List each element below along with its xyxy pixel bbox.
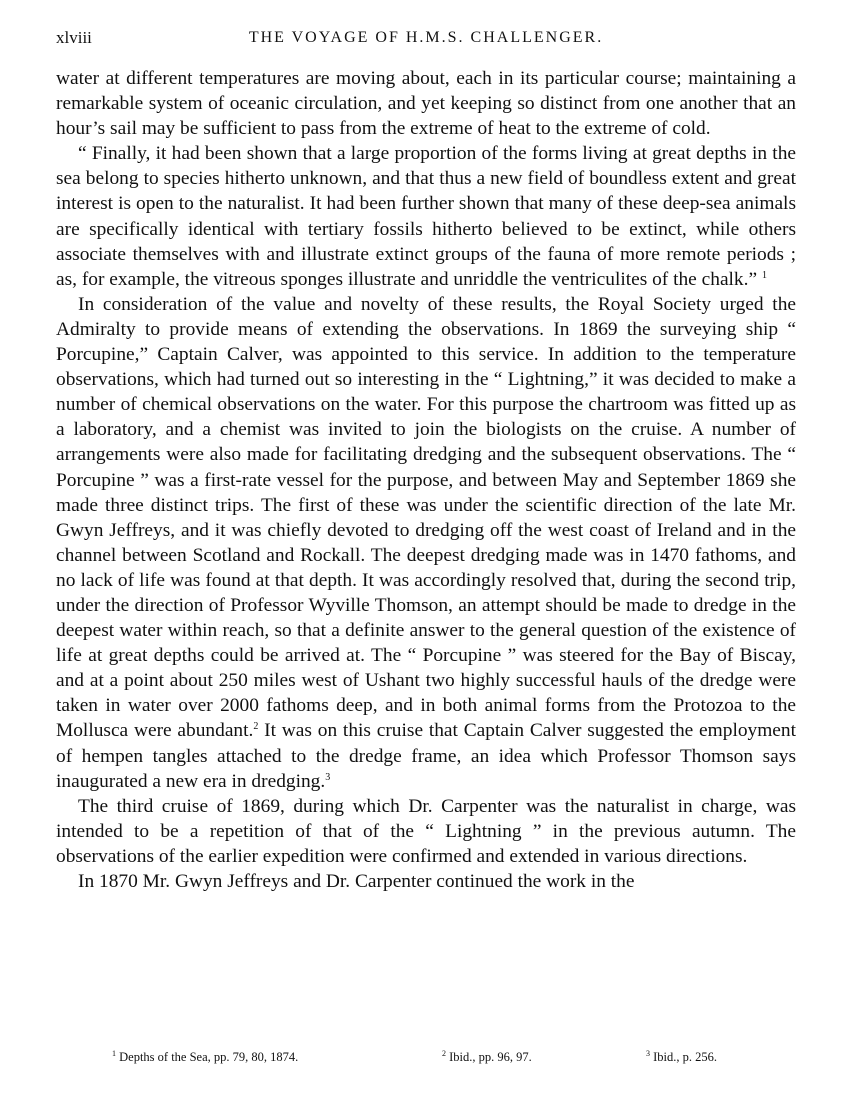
footnote-3-text: Ibid., p. 256. — [653, 1050, 718, 1064]
paragraph-2 — [56, 141, 796, 292]
paragraph-3 — [56, 292, 796, 794]
paragraph-1 — [56, 66, 796, 141]
page-number: xlviii — [56, 28, 92, 47]
page-header — [56, 26, 796, 50]
footnotes — [56, 1047, 796, 1067]
paragraph-1-text: water at different temperatures are moving about, each in its particular course; maintaining a remarkable system of oceanic circulation, and yet keeping so distinct from one another that an hour’s sail may be sufficient to pass from the extreme of heat to the extreme of cold. — [56, 68, 796, 140]
paragraph-5 — [56, 869, 796, 894]
footnote-ref-3: 3 — [325, 771, 331, 783]
footnote-ref-2: 2 — [253, 721, 259, 733]
footnote-1 — [112, 1047, 298, 1067]
footnote-2-mark: 2 — [442, 1049, 446, 1058]
running-title: THE VOYAGE OF H.M.S. CHALLENGER. — [248, 29, 604, 46]
footnote-2 — [442, 1047, 532, 1067]
footnote-2-text: Ibid., pp. 96, 97. — [449, 1050, 532, 1064]
paragraph-2-text: “ Finally, it had been shown that a large proportion of the forms living at great depths in the sea belong to species hitherto unknown, and that thus a new field of boundless extent and great interest is open to the naturalist. It had been further shown that many of these deep-sea animals are specifically identical with tertiary fossils hitherto believed to be extinct, while others associate themselves with and illustrate extinct groups of the fauna of more remote periods ; as, for example, the vitreous sponges illustrate and unriddle the ventriculites of the chalk.” — [56, 143, 796, 290]
footnote-ref-1: 1 — [761, 269, 767, 281]
footnote-3 — [646, 1047, 717, 1067]
body-text — [56, 66, 796, 894]
footnote-1-mark: 1 — [112, 1049, 116, 1058]
paragraph-3-text-b: It was on this cruise that Captain Calver suggested the employment of hempen tangles attached to the dredge frame, an idea which Professor Thomson says inaugurated a new era in dredging. — [56, 720, 796, 792]
paragraph-4 — [56, 794, 796, 869]
paragraph-4-text: The third cruise of 1869, during which Dr. Carpenter was the naturalist in charge, was intended to be a repetition of that of the “ Lightning ” in the previous autumn. The observations of the earlier expedition were confirmed and extended in various directions. — [56, 795, 796, 867]
paragraph-5-text: In 1870 Mr. Gwyn Jeffreys and Dr. Carpenter continued the work in the — [78, 871, 635, 892]
footnote-1-text: Depths of the Sea, pp. 79, 80, 1874. — [119, 1050, 299, 1064]
footnote-3-mark: 3 — [646, 1049, 650, 1058]
paragraph-3-text-a: In consideration of the value and novelty of these results, the Royal Society urged the Admiralty to provide means of extending the observations. In 1869 the surveying ship “ Porcupine,” Captain Calver, was appointed to this service. In addition to the temperature observations, which had turned out so interesting in the “ Lightning,” it was decided to make a number of chemical observations on the water. For this purpose the chartroom was fitted up as a laboratory, and a chemist was invited to join the biologists on the cruise. A number of arrangements were also made for facilitating dredging and the subsequent observations. The “ Porcupine ” was a first-rate vessel for the purpose, and between May and September 1869 she made three distinct trips. The first of these was under the scientific direction of the late Mr. Gwyn Jeffreys, and it was chiefly devoted to dredging off the west coast of Ireland and in the channel between Scotland and Rockall. The deepest dredging made was in 1470 fathoms, and no lack of life was found at that depth. It was accordingly resolved that, during the second trip, under the direction of Professor Wyville Thomson, an attempt should be made to dredge in the deepest water within reach, so that a definite answer to the general question of the existence of life at great depths could be arrived at. The “ Porcupine ” was steered for the Bay of Biscay, and at a point about 250 miles west of Ushant two highly successful hauls of the dredge were taken in water over 2000 fathoms deep, and in both animal forms from the Protozoa to the Mollusca were abundant. — [56, 293, 796, 742]
